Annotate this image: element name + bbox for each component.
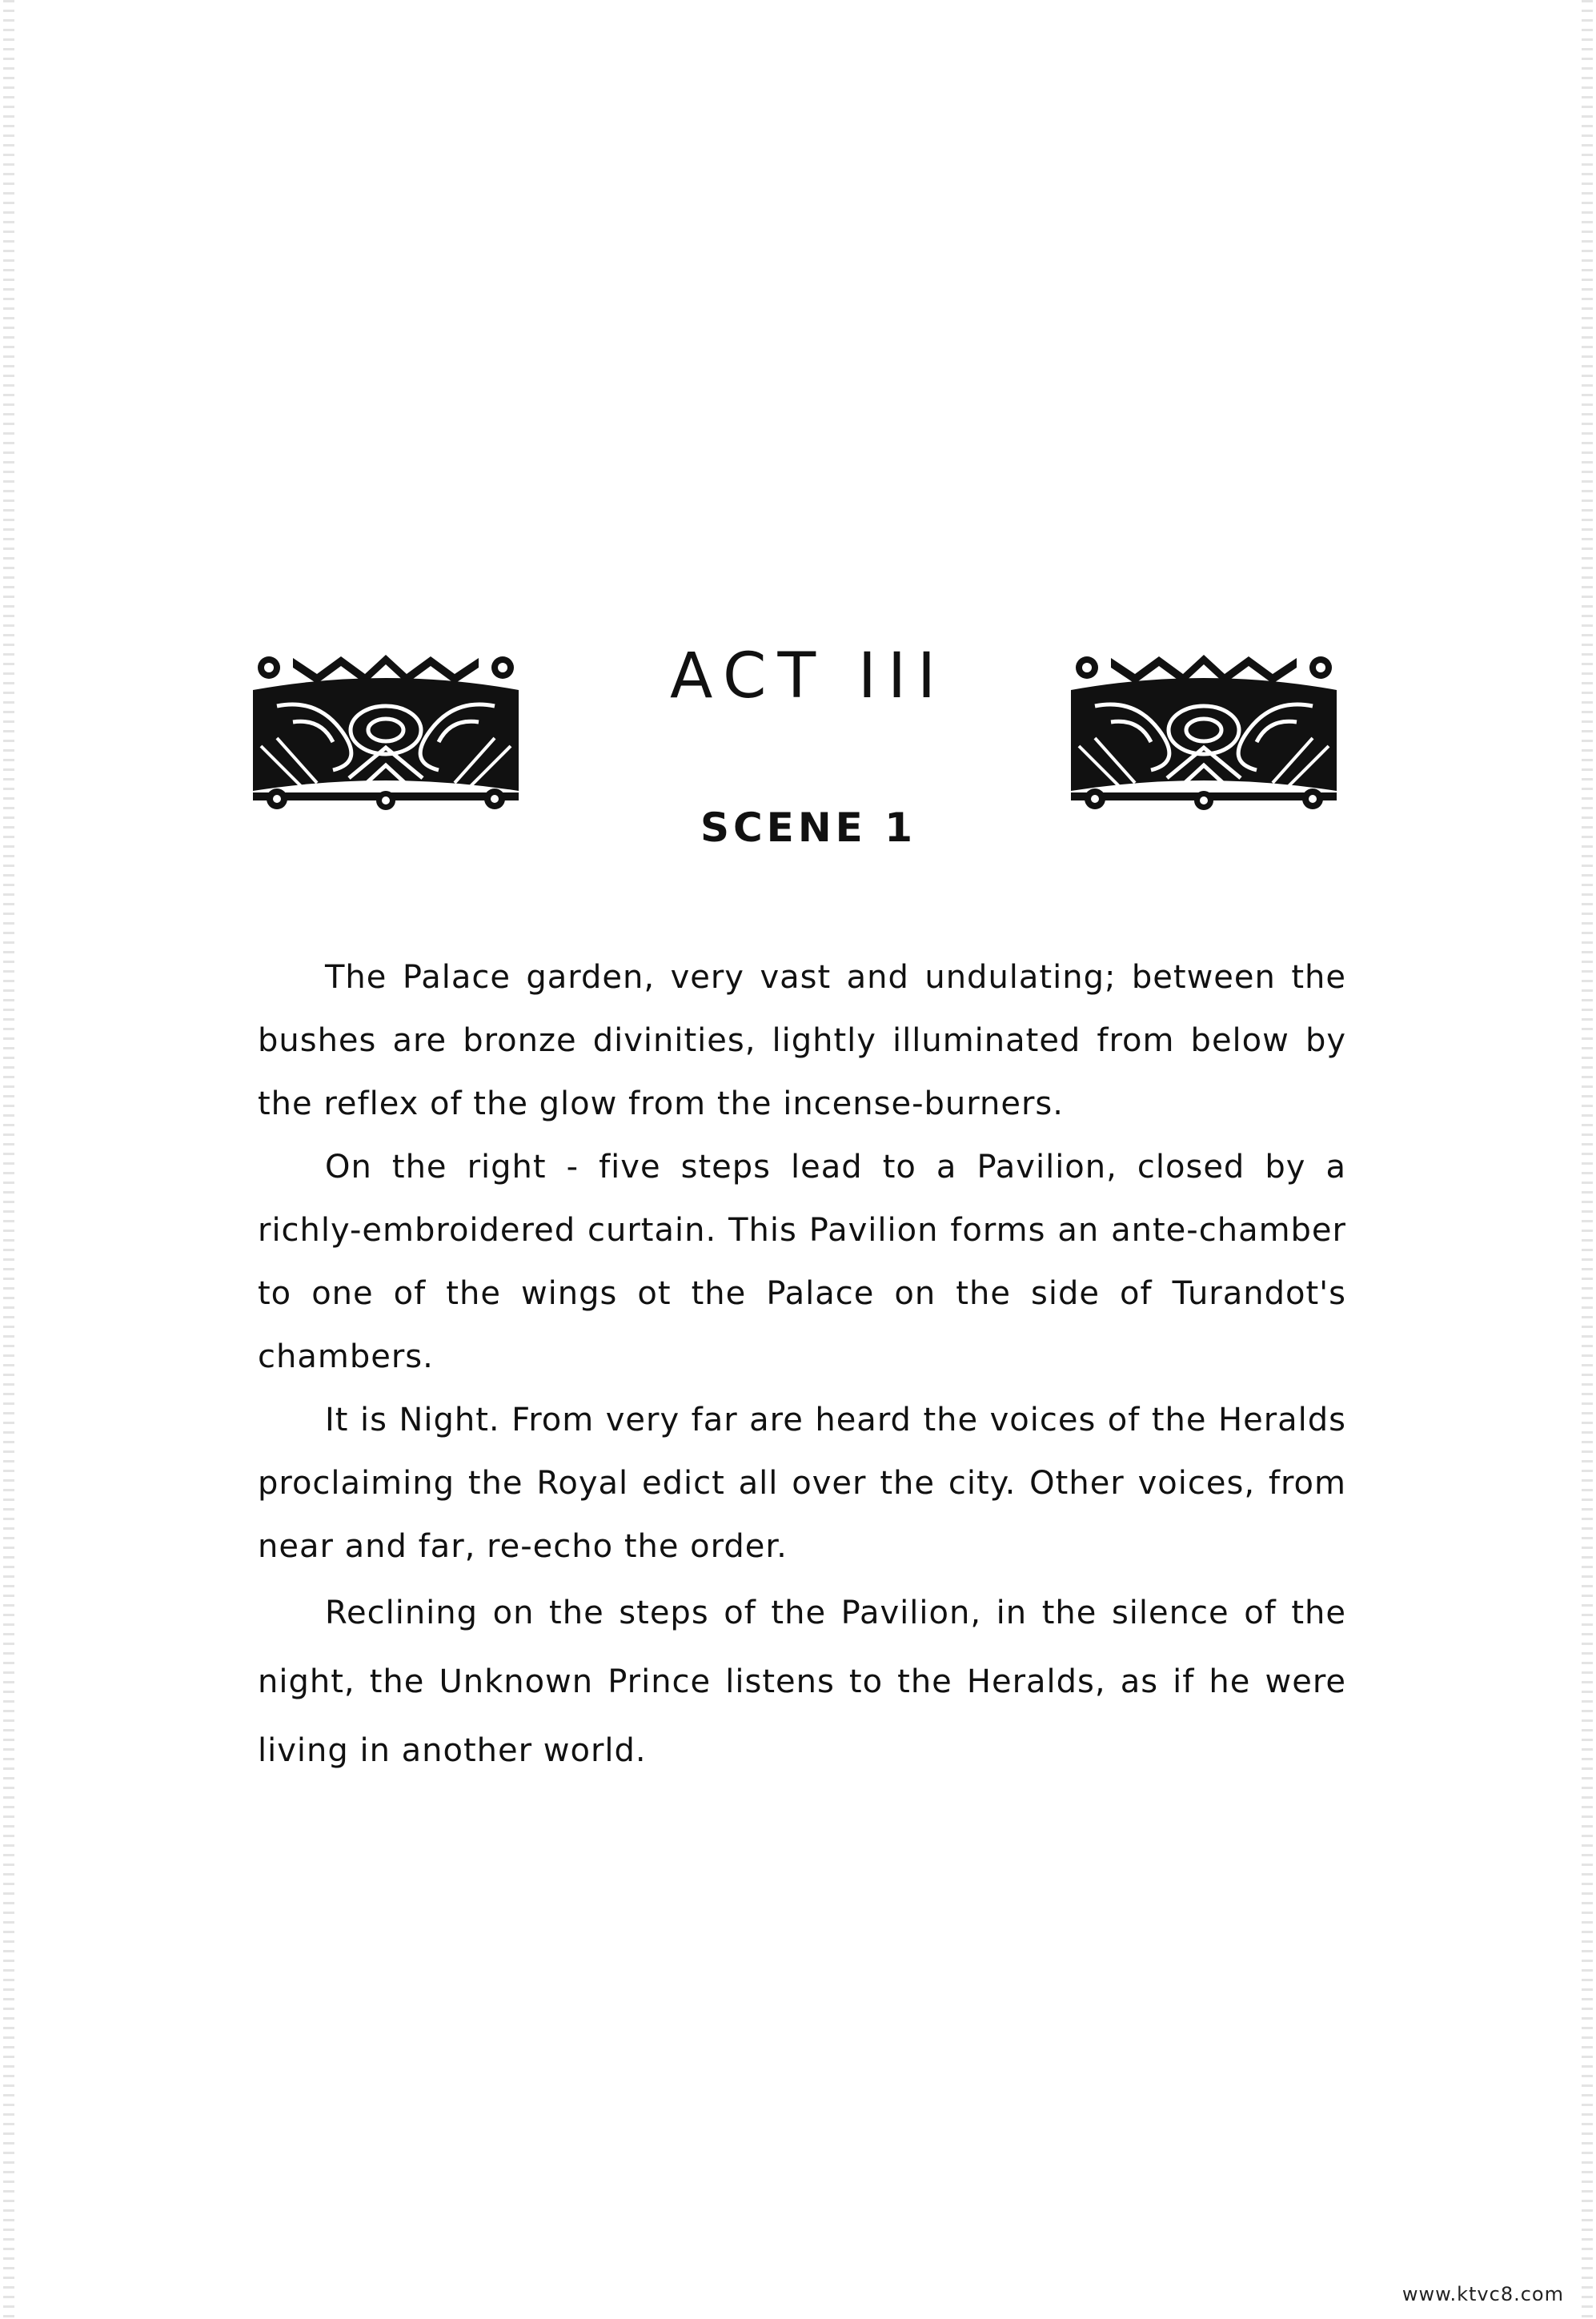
act-title: ACT III: [670, 640, 947, 712]
stage-direction-paragraph: On the right - five steps lead to a Pavilion, closed by a richly-embroidered curtain. This Pavilion forms an ante-chamber to one of the wings ot the Palace on the side of Turandot's chambers.: [258, 1149, 1346, 1375]
right-margin-perforation: [1582, 0, 1593, 2319]
stage-direction-paragraph: It is Night. From very far are heard the voices of the Heralds proclaiming the Royal edict all over the city. Other voices, from near and far, re-echo the order.: [258, 1402, 1346, 1565]
floral-woodcut-icon: [1063, 650, 1345, 810]
scene-title: SCENE 1: [700, 804, 917, 851]
stage-direction-paragraph: The Palace garden, very vast and undulating; between the bushes are bronze divinities, lightly illuminated from below by the reflex of the glow from the incense-burners.: [258, 959, 1346, 1122]
source-watermark-url: www.ktvc8.com: [1402, 2283, 1564, 2305]
stage-directions: [258, 946, 1346, 1785]
left-margin-perforation: [3, 0, 14, 2319]
stage-direction-paragraph: Reclining on the steps of the Pavilion, in the silence of the night, the Unknown Prince listens to the Heralds, as if he were living in another world.: [258, 1595, 1346, 1769]
floral-woodcut-icon: [245, 650, 527, 810]
